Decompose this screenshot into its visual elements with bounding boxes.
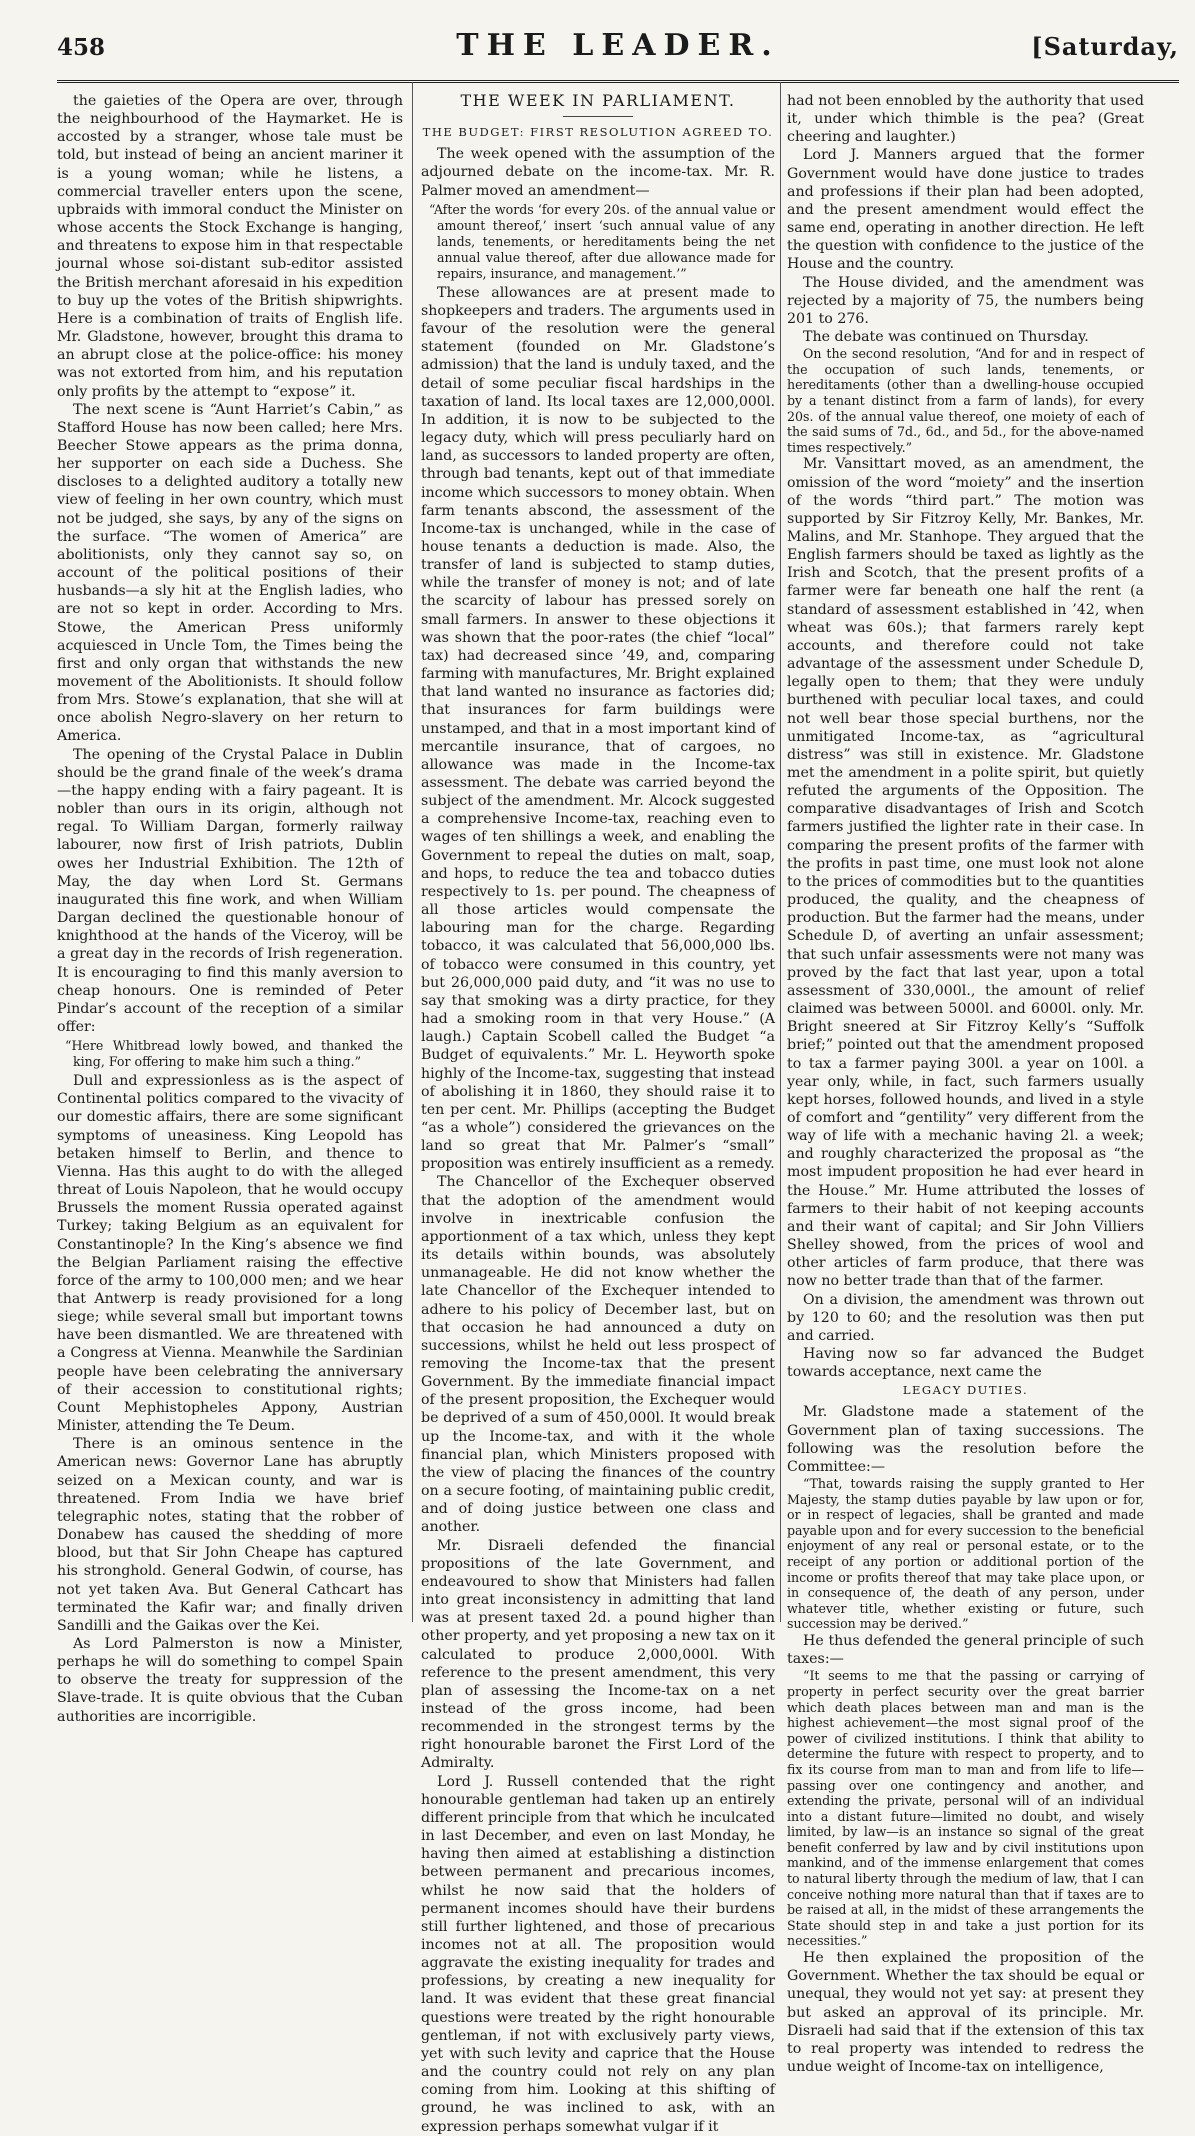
subheading: LEGACY DUTIES. xyxy=(902,1383,1029,1398)
paragraph: Mr. Vansittart moved, as an amendment, the omission of the word “moiety” and the insertion of the words “third part.” The motion was supported by Sir Fitzroy Kelly, Mr. Bankes, Mr. Malins, and Mr. Stanhope. They argued that the English farmers should be taxed as lightly as the Irish and Scotch, that the present profits of a farmer were far beneath one half the rent (a standard of assessment established in ’42, when wheat was 60s.); that farmers rarely kept accounts, and therefore could not take advantage of the assessment under Schedule D, legally open to them; that they were unduly burthened with peculiar local taxes, and could not well bear those special burthens, nor the unmitigated Income-tax, as “agricultural distress” was still in existence. Mr. Gladstone met the amendment in a polite spirit, but quietly refuted the arguments of the Opposition. The comparative disadvantages of Irish and Scotch farmers justified the lighter rate in their case. In comparing the present profits of the farmer with the profits in past time, one must look not alone to the prices of commodities but to the quantities produced, the quality, and the cheapness of production. But the farmer had the means, under Schedule D, of averting an unfair assessment; that such unfair assessments were not many was proved by the fact that last year, upon a total assessment of 330,000l., the amount of relief claimed was between 5000l. and 6000l. only. Mr. Bright sneered at Sir Fitzroy Kelly’s “Suffolk brief;” pointed out that the amendment proposed to tax a farmer paying 300l. a year on 100l. a year only, while, in fact, such farmers usually kept horses, followed hounds, and lived in a style of comfort and “gentility” very different from the way of life with a mechanic having 2l. a week; and roughly characterized the proposal as “the most impudent proposition he had ever heard in the House.” Mr. Hume attributed the losses of farmers to their habit of not keeping accounts and their want of capital; and Sir John Villiers Shelley showed, from the prices of wool and other articles of farm produce, that there was now no better trade than that of the farmer. xyxy=(787,456,1144,1290)
page-number: 458 xyxy=(57,34,106,61)
paragraph: There is an ominous sentence in the American news: Governor Lane has abruptly seized on a Mexican county, and war is threatened. From India we have brief telegraphic notes, stating that the robber of Donabew has caused the shedding of more blood, but that Sir John Cheape has captured his stronghold. General Godwin, of course, has not yet taken Ava. But General Cathcart has terminated the Kafir war; and finally driven Sandilli and the Gaikas over the Kei. xyxy=(57,1436,403,1634)
continued-paragraph: had not been ennobled by the authority that used it, under which thimble is the pea? (Great cheering and laughter.) xyxy=(787,93,1144,146)
heading-divider xyxy=(563,116,633,117)
paragraph: The opening of the Crystal Palace in Dublin should be the grand finale of the week’s drama—the happy ending with a fairy pageant. It is nobler than ours in its origin, although not regal. To William Dargan, formerly railway labourer, now first of Irish patriots, Dublin owes her Industrial Exhibition. The 12th of May, the day when Lord St. Germans inaugurated this fine work, and when William Dargan declined the questionable honour of knighthood at the hands of the Viceroy, will be a great day in the records of Irish regeneration. It is encouraging to find this manly aversion to cheap honours. One is reminded of Peter Pindar’s account of the reception of a similar offer: xyxy=(57,746,403,1035)
small-print-paragraph: On the second resolution, “And for and in respect of the occupation of such lands, tenements, or hereditaments (other than a dwelling-house occupied by a tenant distinct from a farm of lands), for every 20s. of the annual value thereof, one moiety of each of the said sums of 7d., 6d., and 5d., for the above-named times respectively.” xyxy=(787,346,1144,455)
column-rule-right xyxy=(780,82,781,1622)
paragraph: As Lord Palmerston is now a Minister, perhaps he will do something to compel Spain to observe the treaty for suppression of the Slave-trade. It is quite obvious that the Cuban authorities are incorrigible. xyxy=(57,1635,403,1725)
column-one xyxy=(57,92,403,1725)
paragraph: Dull and expressionless as is the aspect of Continental politics compared to the vivacity of our domestic affairs, there are some significant symptoms of uneasiness. King Leopold has betaken himself to Berlin, and thence to Vienna. Has this aught to do with the alleged threat of Louis Napoleon, that he would occupy Brussels the moment Russia operated against Turkey; taking Belgium as an equivalent for Constantinople? In the King’s absence we find the Belgian Parliament raising the effective force of the army to 100,000 men; and we hear that Antwerp is ready provisioned for a long siege; while several small but important towns have been dismantled. We are threatened with a Congress at Vienna. Meanwhile the Sardinian people have been celebrating the anniversary of their accession to constitutional rights; Count Mephistopheles Appony, Austrian Minister, attending the Te Deum. xyxy=(57,1073,403,1435)
masthead xyxy=(57,28,1179,83)
small-print-paragraph: “That, towards raising the supply granted to Her Majesty, the stamp duties payable by law upon or for, or in respect of legacies, shall be granted and made payable upon and for every succession to the beneficial enjoyment of any real or personal estate, or to the receipt of any portion or additional portion of the income or profits thereof that may take place upon, or in consequence of, the death of any person, under whatever title, whether existing or future, such succession may be derived.” xyxy=(787,1476,1144,1632)
paragraph: He thus defended the general principle of such taxes:— xyxy=(787,1633,1144,1668)
quoted-text: “Here Whitbread lowly bowed, and thanked the king, For offering to make him such a thing.” xyxy=(65,1038,403,1070)
paragraph: The next scene is “Aunt Harriet’s Cabin,” as Stafford House has now been called; here Mrs. Beecher Stowe appears as the prima donna, her supporter on each side a Duchess. She discloses to a delighted auditory a totally new view of feeling in her own country, which must not be judged, she says, by any of the signs on the surface. “The women of America” are abolitionists, only they cannot say so, on account of the political positions of their husbands—a sly hit at the English ladies, who are not so kept in order. According to Mrs. Stowe, the American Press uniformly acquiesced in Uncle Tom, the Times being the first and only organ that withstands the new movement of the Abolitionists. It should follow from Mrs. Stowe’s explanation, that she will at once abolish Negro-slavery on her return to America. xyxy=(57,401,403,745)
paragraph: the gaieties of the Opera are over, through the neighbourhood of the Haymarket. He is accosted by a stranger, whose tale must be told, but instead of being an ancient mariner it is a young woman; while he listens, a commercial traveller enters upon the scene, upbraids with immoral conduct the Minister on whose accents the Stock Exchange is hanging, and threatens to expose him in that respectable journal whose soi-distant sub-editor assisted the British merchant aforesaid in his expedition to buy up the votes of the British shipwrights. Here is a combination of traits of English life. Mr. Gladstone, however, brought this drama to an abrupt close at the police-office: his money was not extorted from him, and his reputation only profits by the attempt to “expose” it. xyxy=(57,93,403,400)
column-two xyxy=(421,91,775,2135)
quoted-text: “After the words ‘for every 20s. of the annual value or amount thereof,’ insert ‘such annual value of any lands, tenements, or hereditaments being the net annual value thereof, after due allowance made for repairs, insurance, and management.’” xyxy=(429,201,775,281)
section-heading: THE WEEK IN PARLIAMENT. xyxy=(460,91,736,110)
paragraph: Mr. Disraeli defended the financial propositions of the late Government, and endeavoured to show that Ministers had fallen into great inconsistency in admitting that land was at present taxed 2d. a pound higher than other property, and yet proposing a new tax on it calculated to produce 2,000,000l. With reference to the present amendment, this very plan of assessing the Income-tax on a net instead of the gross income, had been recommended in the strongest terms by the right honourable baronet the First Lord of the Admiralty. xyxy=(421,1537,775,1772)
column-three xyxy=(787,92,1144,2075)
column-rule-left xyxy=(412,82,413,1622)
newspaper-title: THE LEADER. xyxy=(456,28,780,63)
paragraph: Having now so far advanced the Budget towards acceptance, next came the xyxy=(787,1346,1144,1381)
paragraph: The Chancellor of the Exchequer observed that the adoption of the amendment would involve in inextricable confusion the apportionment of a tax which, unless they kept its details within bounds, was absolutely unmanageable. He did not know whether the late Chancellor of the Exchequer intended to adhere to his policy of December last, but on that occasion he had announced a duty on successions, whilst he held out less prospect of removing the Income-tax that the present Government. By the immediate financial impact of the present proposition, the Exchequer would be deprived of a sum of 450,000l. It would break up the Income-tax, and with it the whole financial plan, which Ministers proposed with the view of placing the finances of the country on a secure footing, of maintaining public credit, and of doing justice between one class and another. xyxy=(421,1174,775,1536)
issue-day: [Saturday, xyxy=(1031,32,1179,61)
small-print-paragraph: “It seems to me that the passing or carrying of property in perfect security over the great barrier which death places between man and man is the highest achievement—the most signal proof of the power of civilized institutions. I think that ability to determine the future with respect to property, and to fix its course from man to man and from life to life—passing over one contingency and another, and extending the private, personal will of an individual into a distant future—limited no doubt, and wisely limited, by law—is an instance so signal of the great benefit conferred by law and by civil institutions upon mankind, and of the immense enlargement that comes to natural liberty through the medium of law, that I can conceive nothing more natural than that if taxes are to be raised at all, in the midst of these arrangements the State should step in and take a just portion for its necessities.” xyxy=(787,1668,1144,1949)
paragraph: Mr. Gladstone made a statement of the Government plan of taxing successions. The following was the resolution before the Committee:— xyxy=(787,1404,1144,1475)
paragraph: The debate was continued on Thursday. xyxy=(803,329,1089,346)
paragraph: Lord J. Manners argued that the former Government would have done justice to trades and professions if their plan had been adopted, and the present amendment would effect the same end, operating in another direction. He left the question with confidence to the justice of the House and the country. xyxy=(787,147,1144,273)
paragraph: On a division, the amendment was thrown out by 120 to 60; and the resolution was then put and carried. xyxy=(787,1291,1144,1344)
paragraph: These allowances are at present made to shopkeepers and traders. The arguments used in favour of the resolution were the general statement (founded on Mr. Gladstone’s admission) that the land is unduly taxed, and the detail of some peculiar fiscal hardships in the taxation of land. Its local taxes are 12,000,000l. In addition, it is now to be subjected to the legacy duty, which will press peculiarly hard on land, as successors to landed property are often, through bad tenants, kept out of that immediate income which successors to money obtain. When farm tenants abscond, the assessment of the Income-tax is unchanged, while in the case of house tenants a deduction is made. Also, the transfer of land is subjected to stamp duties, while the transfer of money is not; and of late the scarcity of labour has pressed sorely on small farmers. In answer to these objections it was shown that the poor-rates (the chief “local” tax) had decreased since ’49, and, comparing farming with manufactures, Mr. Bright explained that land wanted no insurance as factories did; that insurances for farm buildings were unstamped, and that in a most important kind of mercantile insurance, that of cargoes, no allowance was made in the Income-tax assessment. The debate was carried beyond the subject of the amendment. Mr. Alcock suggested a comprehensive Income-tax, reaching even to wages of ten shillings a week, and enabling the Government to repeal the duties on malt, soap, and hops, to reduce the tea and tobacco duties respectively to 1s. per pound. The cheapness of all those articles would compensate the labouring man for the charge. Regarding tobacco, it was calculated that 56,000,000 lbs. of tobacco were consumed in this country, yet but 26,000,000 paid duty, and “it was no use to say that smoking was a dirty practice, for they had a smoking room in that very House.” (A laugh.) Captain Scobell called the Budget “a Budget of equivalents.” Mr. L. Heyworth spoke highly of the Income-tax, suggesting that instead of abolishing it in 1860, they should raise it to ten per cent. Mr. Phillips (accepting the Budget “as a whole”) considered the grievances on the land so great that Mr. Palmer’s “small” proposition was entirely insufficient as a remedy. xyxy=(421,284,775,1173)
paragraph: The House divided, and the amendment was rejected by a majority of 75, the numbers being 201 to 276. xyxy=(787,274,1144,327)
paragraph: Lord J. Russell contended that the right honourable gentleman had taken up an entirely different principle from that which he inculcated in last December, and even on last Monday, he having then aimed at establishing a distinction between permanent and precarious incomes, whilst he now said that the holders of permanent incomes should have their burdens still further lightened, and those of precarious incomes not at all. The proposition would aggravate the existing inequality for trades and professions, by creating a new inequality for land. It was evident that these great financial questions were treated by the right honourable gentleman, if not with exclusively party views, yet with such levity and caprice that the House and the country could not rely on any plan coming from him. Looking at this shifting of ground, he was inclined to ask, with an expression perhaps somewhat vulgar if it xyxy=(421,1773,775,2135)
paragraph: The week opened with the assumption of the adjourned debate on the income-tax. Mr. R. Palmer moved an amendment— xyxy=(421,146,775,199)
paragraph: He then explained the proposition of the Government. Whether the tax should be equal or unequal, they would not yet say: at present they but asked an approval of its principle. Mr. Disraeli had said that if the extension of this tax to real property was intended to redress the undue weight of Income-tax on intelligence, xyxy=(787,1950,1144,2075)
subheading: THE BUDGET: FIRST RESOLUTION AGREED TO. xyxy=(422,125,774,140)
